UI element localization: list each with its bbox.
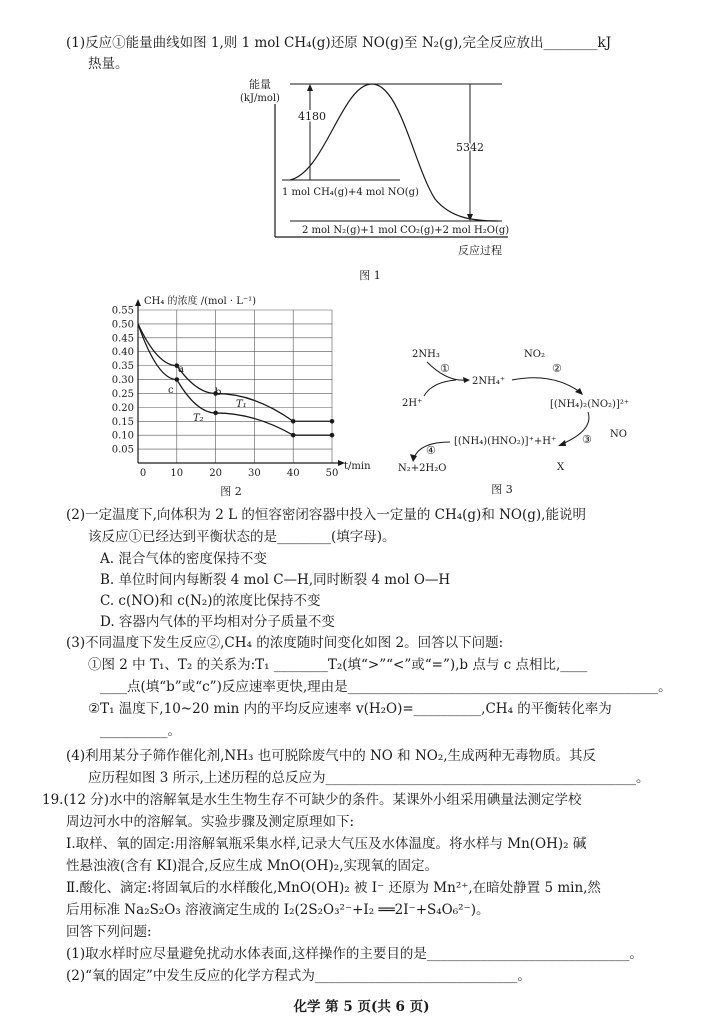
- q2-option-d: D. 容器内气体的平均相对分子质量不变: [100, 614, 335, 630]
- fig2-series-1-point-2: [213, 411, 218, 416]
- q3-line1: (3)不同温度下发生反应②,CH₄ 的浓度随时间变化如图 2。回答以下问题:: [66, 635, 504, 651]
- fig1-ylabel-2: (kJ/mol): [240, 93, 280, 104]
- fig2-xtick-label-1: 10: [170, 468, 184, 479]
- fig2-ytick-label-5: 0.30: [111, 375, 134, 387]
- fig3-x: X: [557, 462, 565, 473]
- fig3-arrowhead-3: [558, 440, 566, 446]
- fig2-series: [138, 324, 334, 438]
- fig3-nh3: 2NH₃: [412, 349, 440, 360]
- fig2-xlabel: t/min: [344, 461, 371, 472]
- fig2-ytick-label-10: 0.55: [111, 305, 134, 317]
- fig3-h2: 2H⁺: [402, 398, 423, 409]
- q3-line5: __________。: [100, 723, 181, 739]
- fig2-point-a: a: [178, 364, 184, 375]
- fig1-value-5342: 5342: [456, 141, 484, 154]
- fig2-xtick-label-5: 50: [325, 468, 339, 479]
- fig3-arrow-h: [424, 380, 456, 396]
- fig2-ytick-label-1: 0.10: [111, 430, 134, 442]
- fig2-series-1-point-1: [175, 377, 180, 382]
- q19-line9: (2)“氧的固定”中发生反应的化学方程式为______________________________。: [66, 968, 531, 984]
- fig3-products: N₂+2H₂O: [398, 463, 447, 474]
- figure-2-chart: [96, 290, 386, 502]
- fig1-value-4180: 4180: [298, 110, 326, 123]
- fig2-ytick-label-2: 0.15: [111, 416, 134, 428]
- fig2-xtick-label-3: 30: [248, 468, 261, 479]
- q2-option-b: B. 单位时间内每断裂 4 mol C—H,同时断裂 4 mol O—H: [100, 572, 451, 588]
- fig2-y-axis-arrow: [135, 299, 141, 306]
- q2-option-c: C. c(NO)和 c(N₂)的浓度比保持不变: [100, 593, 321, 609]
- q19-line5: Ⅱ.酸化、滴定:将固氧后的水样酸化,MnO(OH)₂ 被 I⁻ 还原为 Mn²⁺,在暗处静置 5 min,然: [66, 880, 601, 896]
- page-footer: 化学 第 5 页(共 6 页): [293, 999, 430, 1015]
- q2-option-a: A. 混合气体的密度保持不变: [100, 551, 267, 567]
- fig3-complex1: [(NH₄)₂(NO₂)]²⁺: [550, 399, 630, 410]
- fig2-xtick-label-2: 20: [209, 468, 222, 479]
- q19-line1: 19.(12 分)水中的溶解氧是水生生物生存不可缺少的条件。某课外小组采用碘量法测定学校: [42, 792, 582, 808]
- fig1-arrowhead-5342: [467, 214, 473, 221]
- fig1-products-label: 2 mol N₂(g)+1 mol CO₂(g)+2 mol H₂O(g): [302, 225, 510, 236]
- fig3-arrowhead-1: [463, 377, 470, 383]
- q3-line4: ②T₁ 温度下,10~20 min 内的平均反应速率 v(H₂O)=__________,CH₄ 的平衡转化率为: [88, 701, 612, 717]
- fig3-step4: ④: [426, 444, 436, 457]
- q2-line1: (2)一定温度下,向体积为 2 L 的恒容密闭容器中投入一定量的 CH₄(g)和 NO(g),能说明: [66, 507, 586, 523]
- fig2-series-1-point-4: [330, 433, 335, 438]
- fig2-series-t1: T₁: [236, 399, 247, 410]
- fig2-ytick-label-6: 0.35: [111, 361, 134, 373]
- fig1-ylabel-1: 能量: [249, 78, 271, 91]
- fig2-xtick-label-4: 40: [286, 468, 300, 479]
- fig2-ytick-label-0: 0.05: [111, 444, 134, 456]
- q1-line1: (1)反应①能量曲线如图 1,则 1 mol CH₄(g)还原 NO(g)至 N₂(g),完全反应放出________kJ: [66, 35, 612, 51]
- q2-line2: 该反应①已经达到平衡状态的是________(填字母)。: [88, 529, 396, 545]
- q4-line1: (4)利用某分子筛作催化剂,NH₃ 也可脱除废气中的 NO 和 NO₂,生成两种无毒物质。其反: [66, 748, 597, 764]
- fig3-step2: ②: [552, 362, 562, 375]
- fig3-step3: ③: [582, 433, 592, 446]
- fig2-ytick-label-7: 0.40: [111, 347, 134, 359]
- q19-line7: 回答下列问题:: [66, 924, 152, 940]
- fig1-reactants-label: 1 mol CH₄(g)+4 mol NO(g): [282, 187, 419, 198]
- q19-line8: (1)取水样时应尽量避免扰动水体表面,这样操作的主要目的是______________________________。: [66, 946, 643, 962]
- fig2-series-t2: T₂: [193, 413, 204, 424]
- fig2-ytick-label-9: 0.50: [111, 319, 134, 331]
- fig3-arrowhead-4: [410, 454, 417, 462]
- q19-line3: Ⅰ.取样、氧的固定:用溶解氧瓶采集水样,记录大气压及水体温度。将水样与 Mn(OH)₂ 碱: [66, 836, 587, 852]
- fig2-ytick-label-8: 0.45: [111, 333, 134, 345]
- fig3-arrow-2: [512, 378, 580, 392]
- fig3-no2: NO₂: [524, 349, 545, 360]
- fig2-series-0-point-3: [291, 419, 296, 424]
- fig1-xlabel: 反应过程: [458, 244, 502, 257]
- fig2-ticks: [112, 306, 339, 480]
- fig2-ytick-label-4: 0.25: [111, 388, 134, 400]
- fig2-ylabel: CH₄ 的浓度 /(mol · L⁻¹): [144, 296, 257, 307]
- fig3-complex2: [(NH₄)(HNO₂)]⁺+H⁺: [454, 436, 557, 447]
- fig2-xtick-label-0: 0: [139, 468, 147, 479]
- fig3-nh4: 2NH₄⁺: [472, 376, 506, 387]
- q1-line2: 热量。: [88, 56, 129, 72]
- fig3-caption: 图 3: [491, 483, 513, 496]
- fig3-step1: ①: [440, 362, 450, 375]
- q19-line6: 后用标准 Na₂S₂O₃ 溶液滴定生成的 I₂(2S₂O₃²⁻+I₂ ══2I⁻+S₄O₆²⁻)。: [66, 902, 490, 918]
- fig2-series-1-point-3: [291, 433, 296, 438]
- figure-3-mechanism: [392, 340, 642, 500]
- fig2-point-c: c: [168, 385, 174, 396]
- fig1-arrowhead-4180: [307, 84, 313, 91]
- fig2-series-line-0: [138, 324, 332, 421]
- fig2-series-0-point-4: [330, 419, 335, 424]
- fig1-caption: 图 1: [359, 269, 381, 282]
- figure-1-energy-diagram: [230, 74, 520, 290]
- fig2-caption: 图 2: [220, 485, 242, 498]
- q19-line2: 周边河水中的溶解氧。实验步骤及测定原理如下:: [66, 814, 355, 830]
- q3-line2: ①图 2 中 T₁、T₂ 的关系为:T₁ ________T₂(填“>”“<”或“=”),b 点与 c 点相比,____: [88, 657, 588, 673]
- q19-line4: 性悬浊液(含有 KI)混合,反应生成 MnO(OH)₂,实现氧的固定。: [66, 858, 438, 874]
- q3-line3: ____点(填“b”或“c”)反应速率更快,理由是______________________________________________。: [100, 679, 672, 695]
- fig2-ytick-label-3: 0.20: [111, 402, 134, 414]
- q4-line2: 应历程如图 3 所示,上述历程的总反应为______________________________________________。: [88, 770, 650, 786]
- fig3-no: NO: [610, 429, 627, 440]
- fig2-point-b: b: [215, 387, 222, 398]
